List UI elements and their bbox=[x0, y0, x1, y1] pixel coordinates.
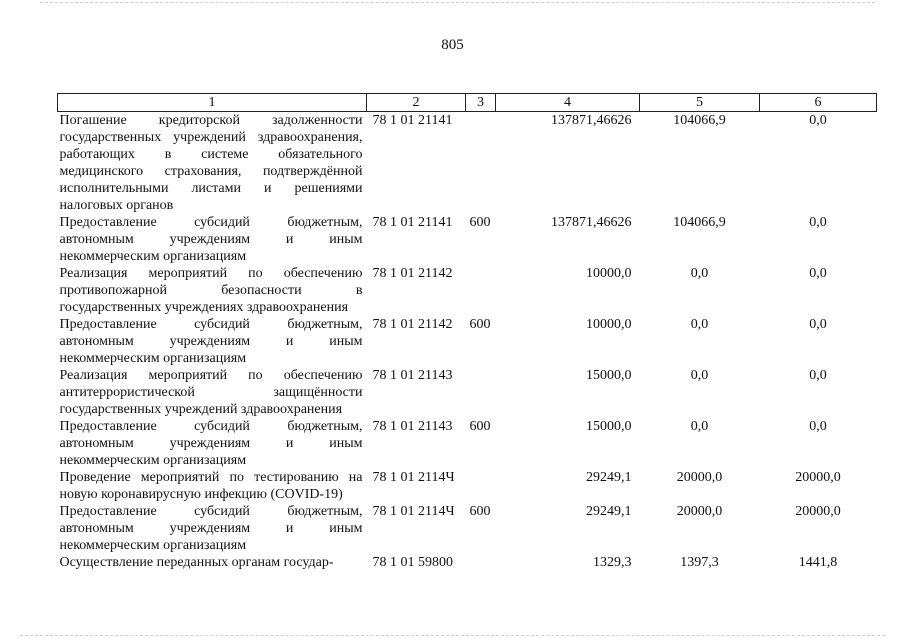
row-description: Реализация мероприятий по обеспечению антитеррористической защищённости государственных учреждений здравоохранения bbox=[59, 368, 363, 417]
row-value-col5: 20000,0 bbox=[676, 504, 723, 519]
row-expense-type: 600 bbox=[469, 215, 491, 230]
row-value-col6: 1441,8 bbox=[798, 555, 838, 570]
column-header-5: 5 bbox=[640, 94, 760, 112]
row-value-col5: 0,0 bbox=[690, 317, 709, 332]
row-target-code: 78 1 01 2114Ч bbox=[372, 504, 455, 519]
row-description: Реализация мероприятий по обеспечению противопожарной безопасности в государственных учреждениях здравоохранения bbox=[59, 266, 363, 315]
row-expense-type: 600 bbox=[469, 419, 491, 434]
row-value-col4: 15000,0 bbox=[586, 419, 632, 434]
row-description: Проведение мероприятий по тестированию на новую коронавирусную инфекцию (COVID-19) bbox=[59, 470, 363, 502]
table-row bbox=[58, 265, 877, 316]
row-value-col4: 137871,46626 bbox=[551, 113, 632, 128]
row-value-col5: 104066,9 bbox=[673, 113, 726, 128]
table-body bbox=[58, 112, 877, 572]
page-number: 805 bbox=[441, 37, 464, 53]
row-value-col5: 20000,0 bbox=[676, 470, 723, 485]
row-description: Предоставление субсидий бюджетным, автономным учреждениям и иным некоммерческим организациям bbox=[59, 504, 363, 553]
row-expense-type: 600 bbox=[469, 504, 491, 519]
row-expense-type bbox=[466, 469, 496, 503]
row-target-code: 78 1 01 21142 bbox=[372, 266, 453, 281]
row-value-col6: 20000,0 bbox=[795, 504, 841, 519]
scan-edge-top bbox=[40, 2, 875, 3]
column-header-4: 4 bbox=[496, 94, 640, 112]
row-expense-type bbox=[466, 367, 496, 418]
row-description: Предоставление субсидий бюджетным, автономным учреждениям и иным некоммерческим организациям bbox=[59, 215, 363, 264]
row-value-col4: 137871,46626 bbox=[551, 215, 632, 230]
row-value-col4: 15000,0 bbox=[586, 368, 632, 383]
table-row bbox=[58, 418, 877, 469]
column-header-3: 3 bbox=[466, 94, 496, 112]
row-value-col6: 0,0 bbox=[809, 266, 827, 281]
row-value-col6: 0,0 bbox=[809, 317, 827, 332]
table-header bbox=[58, 94, 877, 112]
row-value-col4: 1329,3 bbox=[593, 555, 632, 570]
table-row bbox=[58, 469, 877, 503]
row-target-code: 78 1 01 21141 bbox=[372, 113, 453, 128]
table-row bbox=[58, 214, 877, 265]
table-row bbox=[58, 316, 877, 367]
column-header-1: 1 bbox=[58, 94, 367, 112]
row-target-code: 78 1 01 59800 bbox=[372, 555, 453, 570]
row-description: Предоставление субсидий бюджетным, автономным учреждениям и иным некоммерческим организациям bbox=[59, 419, 363, 468]
row-expense-type bbox=[466, 112, 496, 215]
row-value-col6: 0,0 bbox=[809, 113, 827, 128]
row-description: Предоставление субсидий бюджетным, автономным учреждениям и иным некоммерческим организациям bbox=[59, 317, 363, 366]
table-row bbox=[58, 503, 877, 554]
row-description: Осуществление переданных органам государ- bbox=[59, 555, 334, 570]
row-expense-type bbox=[466, 265, 496, 316]
row-value-col6: 0,0 bbox=[809, 419, 827, 434]
table-row bbox=[58, 554, 877, 571]
row-value-col6: 0,0 bbox=[809, 215, 827, 230]
row-value-col4: 10000,0 bbox=[586, 317, 632, 332]
row-expense-type bbox=[466, 554, 496, 571]
column-header-2: 2 bbox=[367, 94, 466, 112]
row-value-col5: 104066,9 bbox=[673, 215, 726, 230]
row-target-code: 78 1 01 2114Ч bbox=[372, 470, 455, 485]
row-target-code: 78 1 01 21143 bbox=[372, 368, 453, 383]
row-value-col4: 10000,0 bbox=[586, 266, 632, 281]
row-target-code: 78 1 01 21141 bbox=[372, 215, 453, 230]
row-description: Погашение кредиторской задолженности государственных учреждений здравоохранения, работающих в системе обязательного медицинского страхования, подтверждённой исполнительными листами и решениями налоговых органов bbox=[59, 113, 363, 213]
scan-edge-bottom bbox=[20, 635, 885, 636]
row-value-col4: 29249,1 bbox=[586, 470, 632, 485]
row-expense-type: 600 bbox=[469, 317, 491, 332]
column-header-6: 6 bbox=[760, 94, 877, 112]
row-value-col5: 0,0 bbox=[690, 266, 709, 281]
row-value-col6: 20000,0 bbox=[795, 470, 841, 485]
row-target-code: 78 1 01 21142 bbox=[372, 317, 453, 332]
row-value-col5: 1397,3 bbox=[680, 555, 719, 570]
row-value-col4: 29249,1 bbox=[586, 504, 632, 519]
table-row bbox=[58, 367, 877, 418]
row-value-col5: 0,0 bbox=[690, 368, 709, 383]
row-value-col6: 0,0 bbox=[809, 368, 827, 383]
row-value-col5: 0,0 bbox=[690, 419, 709, 434]
row-target-code: 78 1 01 21143 bbox=[372, 419, 453, 434]
budget-table bbox=[57, 93, 877, 571]
table-row bbox=[58, 112, 877, 215]
